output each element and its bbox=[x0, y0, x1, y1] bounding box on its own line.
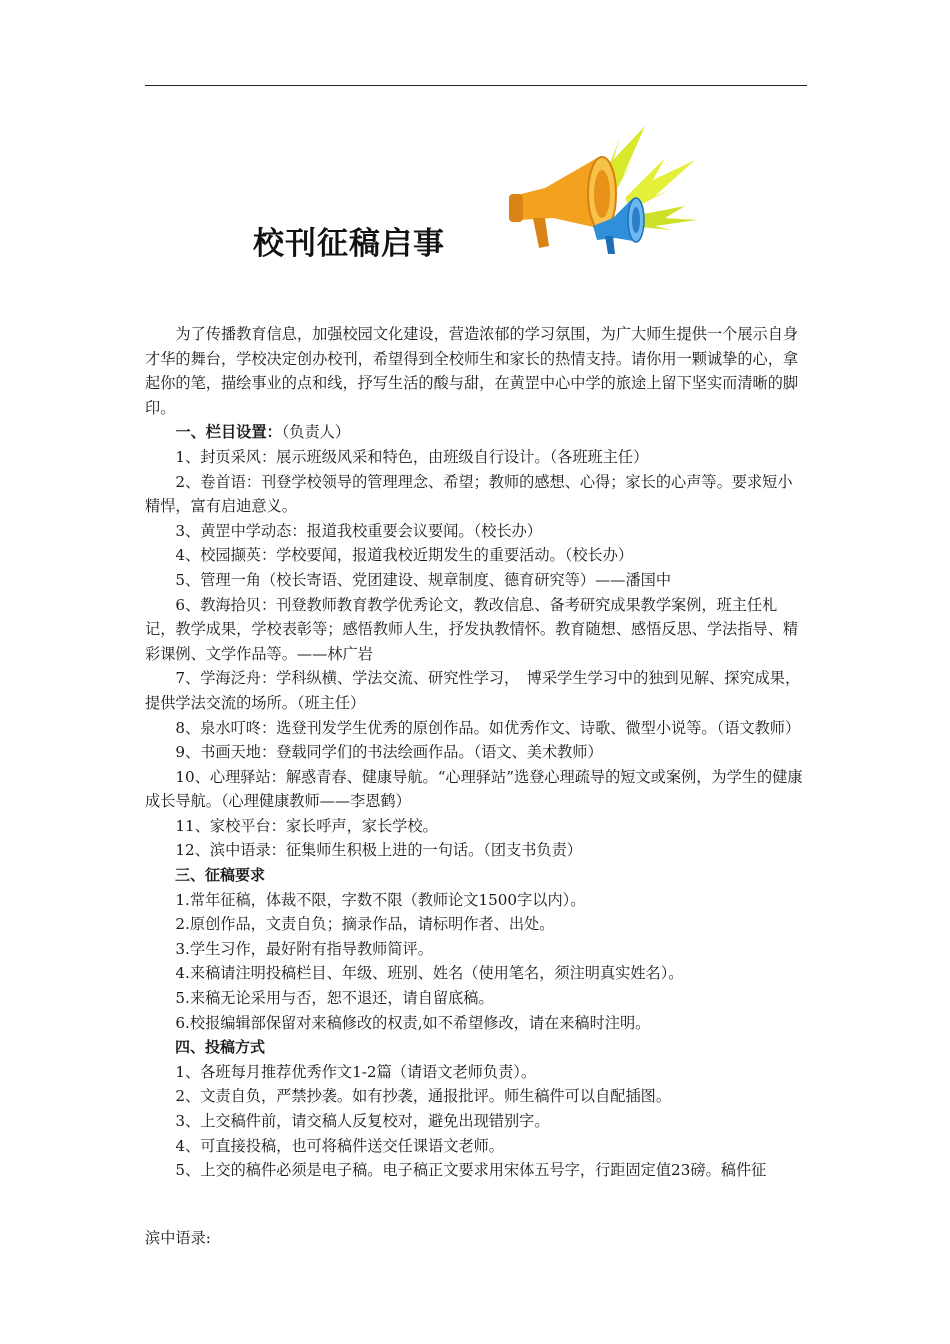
list-item: 2、卷首语：刊登学校领导的管理理念、希望；教师的感想、心得；家长的心声等。要求短小精悍，富有启迪意义。 bbox=[145, 472, 793, 516]
list-item: 5、上交的稿件必须是电子稿。电子稿正文要求用宋体五号字，行距固定值23磅。稿件征 bbox=[175, 1161, 767, 1180]
list-item: 7、学海泛舟：学科纵横、学法交流、研究性学习， 博采学生学习中的独到见解、探究成果，提供学法交流的场所。（班主任） bbox=[145, 669, 801, 712]
list-item: 1、各班每月推荐优秀作文1-2篇（请语文老师负责）。 bbox=[175, 1062, 537, 1081]
list-item: 5、管理一角（校长寄语、党团建设、规章制度、德育研究等）——潘国中 bbox=[175, 570, 672, 589]
list-item: 2、文责自负，严禁抄袭。如有抄袭，通报批评。师生稿件可以自配插图。 bbox=[175, 1087, 672, 1106]
list-item: 8、泉水叮咚：选登刊发学生优秀的原创作品。如优秀作文、诗歌、微型小说等。（语文教师） bbox=[175, 718, 801, 737]
intro-paragraph: 为了传播教育信息，加强校园文化建设，营造浓郁的学习氛围，为广大师生提供一个展示自身才华的舞台，学校决定创办校刊，希望得到全校师生和家长的热情支持。请你用一颗诚挚的心，拿起你的笔，描绘事业的点和线，抒写生活的酸与甜，在黄罡中心中学的旅途上留下坚实而清晰的脚印。 bbox=[145, 325, 799, 417]
list-item: 3、上交稿件前，请交稿人反复校对，避免出现错别字。 bbox=[175, 1112, 550, 1130]
section4-heading: 四、投稿方式 bbox=[175, 1038, 266, 1057]
list-item: 11、家校平台：家长呼声，家长学校。 bbox=[175, 816, 438, 835]
list-item: 12、滨中语录：征集师生积极上进的一句话。（团支书负责） bbox=[175, 841, 582, 860]
list-item: 1、封页采风：展示班级风采和特色，由班级自行设计。（各班班主任） bbox=[175, 447, 649, 466]
list-item: 2.原创作品，文责自负；摘录作品，请标明作者、出处。 bbox=[175, 915, 555, 934]
list-item: 6.校报编辑部保留对来稿修改的权责,如不希望修改，请在来稿时注明。 bbox=[175, 1013, 651, 1032]
section3-heading: 三、征稿要求 bbox=[175, 866, 266, 885]
page-title: 校刊征稿启事 bbox=[253, 226, 445, 262]
header-rule bbox=[145, 85, 807, 86]
list-item: 4、可直接投稿，也可将稿件送交任课语文老师。 bbox=[175, 1136, 504, 1155]
list-item: 10、心理驿站：解惑青春、健康导航。“心理驿站”选登心理疏导的短文或案例，为学生的健康成长导航。（心理健康教师——李恩鹤） bbox=[145, 767, 803, 811]
list-item: 1.常年征稿，体裁不限，字数不限（教师论文1500字以内）。 bbox=[175, 890, 586, 909]
list-item: 4.来稿请注明投稿栏目、年级、班别、姓名（使用笔名，须注明真实姓名）。 bbox=[175, 964, 684, 983]
notice-body bbox=[145, 322, 807, 1183]
list-item: 3、黄罡中学动态：报道我校重要会议要闻。（校长办） bbox=[175, 521, 542, 540]
page-footer: 滨中语录: bbox=[145, 1229, 211, 1247]
section1-note: （负责人） bbox=[281, 423, 351, 442]
list-item: 4、校园撷英：学校要闻，报道我校近期发生的重要活动。（校长办） bbox=[175, 546, 634, 565]
list-item: 6、教海拾贝：刊登教师教育教学优秀论文，教改信息、备考研究成果教学案例，班主任札记，教学成果，学校表彰等；感悟教师人生，抒发执教情怀。教育随想、感悟反思、学法指导、精彩课例、文学作品等。——林广岩 bbox=[145, 595, 799, 663]
megaphone-icon bbox=[505, 118, 700, 258]
section1-heading-line bbox=[145, 420, 807, 445]
list-item: 5.来稿无论采用与否，恕不退还，请自留底稿。 bbox=[175, 989, 494, 1008]
section1-heading: 一、栏目设置： bbox=[175, 423, 282, 442]
list-item: 9、书画天地：登载同学们的书法绘画作品。（语文、美术教师） bbox=[175, 743, 603, 762]
list-item: 3.学生习作，最好附有指导教师简评。 bbox=[175, 939, 433, 958]
